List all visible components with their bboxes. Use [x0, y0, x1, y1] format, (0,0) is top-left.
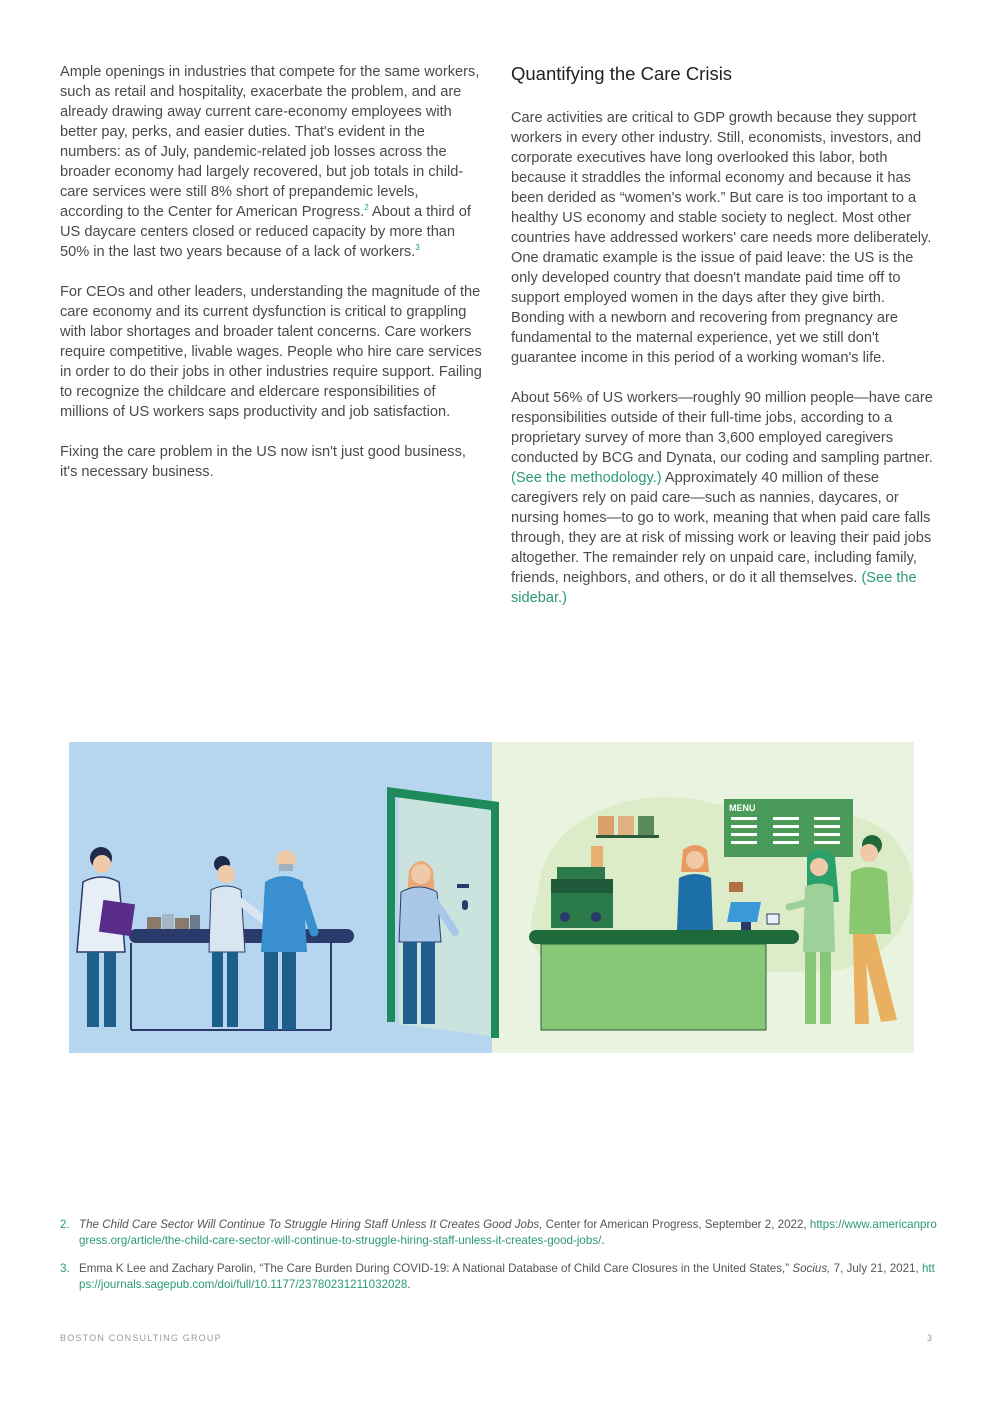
footnote-ref-3[interactable]: 3	[415, 243, 420, 253]
left-column	[60, 62, 485, 502]
methodology-link[interactable]: (See the methodology.)	[511, 470, 662, 486]
right-paragraph-1: Care activities are critical to GDP growth because they support workers in every other industry. Still, economists, investors, and corporate executives have long overlooked this labor, both because it straddles the informal economy and because it has been derided as “women's work.” But care is too important to a healthy US economy and stable society to neglect. Most other countries have addressed workers' care needs more deliberately. One dramatic example is the issue of paid leave: the US is the only developed country that doesn't mandate paid time off to support employed women in the days after they give birth. Bonding with a newborn and recovering from pregnancy are fundamental to the maternal experience, yet we still don't guarantee income in this period of a working woman's life.	[511, 110, 932, 366]
footer-org: BOSTON CONSULTING GROUP	[60, 1333, 222, 1343]
footnote-title: The Child Care Sector Will Continue To Struggle Hiring Staff Unless It Creates Good Jobs,	[79, 1218, 543, 1231]
wall-shelf	[596, 816, 659, 838]
right-paragraph-2	[511, 388, 936, 608]
paragraph-text: Ample openings in industries that compete for the same workers, such as retail and hospitality, exacerbate the problem, and are already drawing away current care-economy employees with better pay, perks, and easier duties. That's evident in the numbers: as of July, pandemic-related job losses across the broader economy had largely recovered, but job totals in child-care services were still 8% short of prepandemic levels, according to the Center for American Progress.	[60, 64, 480, 220]
section-heading: Quantifying the Care Crisis	[511, 63, 733, 84]
right-column	[511, 62, 936, 628]
footnote-journal: Socius,	[792, 1262, 831, 1275]
footnote-text: Emma K Lee and Zachary Parolin, “The Care Burden During COVID-19: A National Database of Child Care Closures in the United States,”	[79, 1262, 793, 1275]
footnote-2	[60, 1217, 940, 1249]
footnote-url-link[interactable]: https://journals.sagepub.com/doi/full/10.1177/23780231211032028	[79, 1262, 935, 1291]
left-paragraph-2: For CEOs and other leaders, understanding the magnitude of the care economy and its current dysfunction is critical to grappling with labor shortages and broader talent concerns. Care workers require competitive, livable wages. People who hire care services in order to do their jobs in other industries require support. Failing to recognize the childcare and eldercare responsibilities of millions of US workers saps productivity and job satisfaction.	[60, 284, 482, 420]
care-economy-illustration	[69, 742, 914, 1053]
paragraph-text: About a third of US daycare centers closed or reduced capacity by more than 50% in the last two years because of a lack of workers.	[60, 204, 471, 260]
left-paragraph-1	[60, 62, 485, 262]
footnote-ref-2[interactable]: 2	[364, 203, 369, 213]
page-number: 3	[926, 1333, 932, 1343]
menu-board	[724, 799, 853, 857]
footnote-number: 2.	[60, 1218, 70, 1231]
paragraph-text: About 56% of US workers—roughly 90 million people—have care responsibilities outside of their full-time jobs, according to a proprietary survey of more than 3,600 employed caregivers conducted by BCG and Dynata, our coding and sampling partner.	[511, 390, 933, 466]
paragraph-text: Approximately 40 million of these caregivers rely on paid care—such as nannies, daycares, or nursing homes—to go to work, meaning that when paid care falls through, they are at risk of missing work or leaving their paid jobs altogether. The remainder rely on unpaid care, including family, friends, neighbors, and others, or do it all themselves.	[511, 470, 932, 586]
page-footer	[60, 1333, 932, 1343]
footnote-3	[60, 1261, 940, 1293]
footnote-url-link[interactable]: https://www.americanprogress.org/article/the-child-care-sector-will-continue-to-struggle-hiring-staff-unless-it-creates-good-jobs/	[79, 1218, 937, 1247]
footnote-number: 3.	[60, 1262, 70, 1275]
footnote-source: Center for American Progress, September 2, 2022,	[542, 1218, 810, 1231]
menu-label: MENU	[729, 803, 756, 813]
left-paragraph-3: Fixing the care problem in the US now isn't just good business, it's necessary business.	[60, 444, 466, 480]
footnote-end: .	[601, 1234, 605, 1247]
footnotes	[60, 1217, 940, 1305]
sidebar-link[interactable]: (See the sidebar.)	[511, 570, 917, 606]
footnote-details: 7, July 21, 2021,	[830, 1262, 922, 1275]
cafe-counter	[529, 930, 799, 1030]
footnote-end: .	[407, 1278, 411, 1291]
